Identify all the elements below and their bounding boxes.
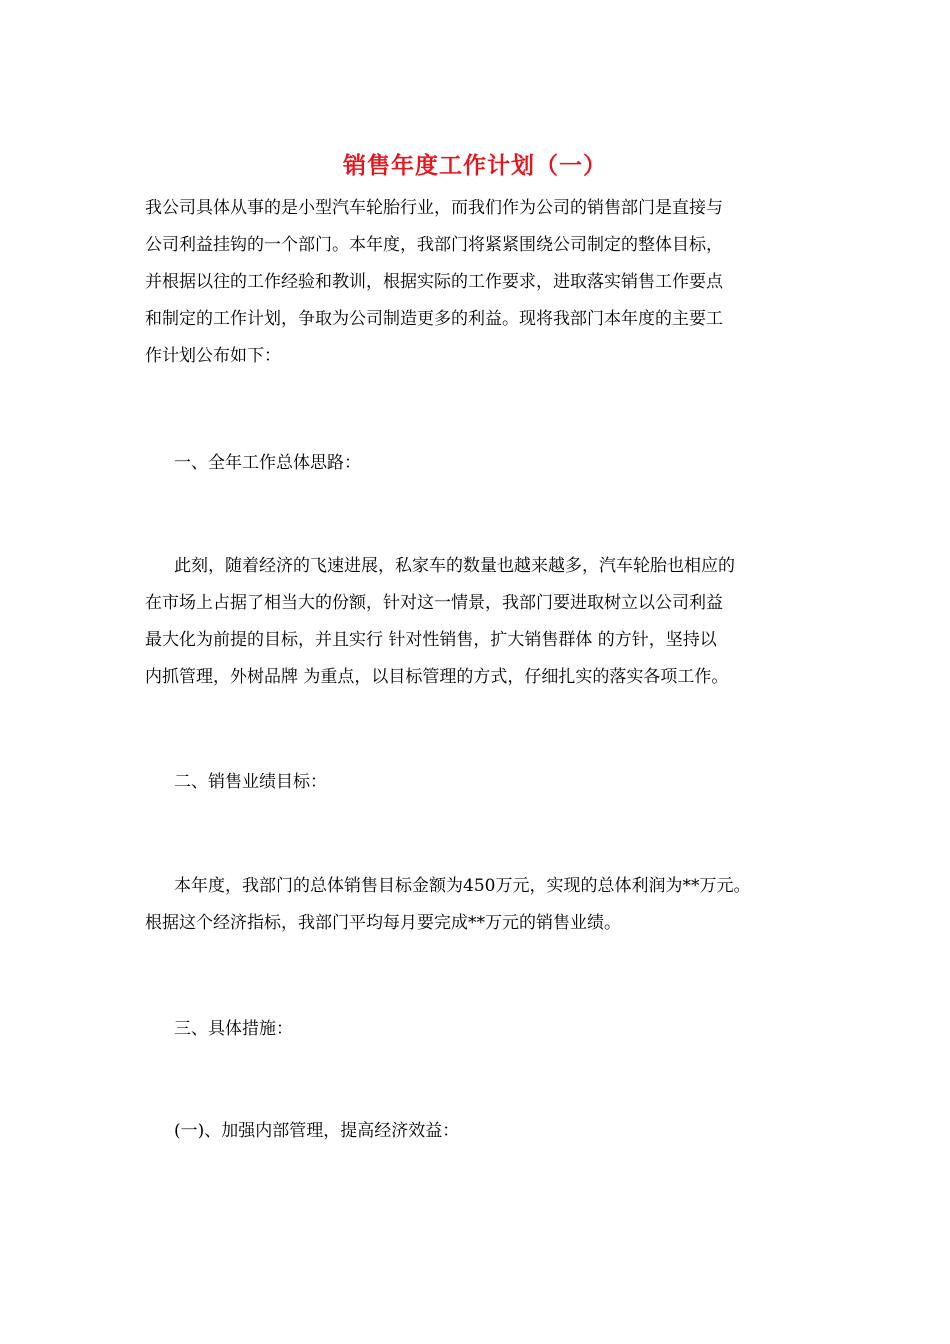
section-2-heading: 二、销售业绩目标： xyxy=(174,772,327,792)
intro-paragraph xyxy=(145,190,825,375)
section-1-heading: 一、全年工作总体思路： xyxy=(174,453,361,473)
text-line: 作计划公布如下： xyxy=(145,346,281,366)
text-line: 并根据以往的工作经验和教训，根据实际的工作要求，进取落实销售工作要点 xyxy=(145,272,723,292)
text-line: 公司利益挂钩的一个部门。本年度，我部门将紧紧围绕公司制定的整体目标， xyxy=(145,235,723,255)
text-line: 根据这个经济指标，我部门平均每月要完成**万元的销售业绩。 xyxy=(145,913,621,933)
document-title: 销售年度工作计划（一） xyxy=(343,152,607,179)
section-3-heading: 三、具体措施： xyxy=(174,1019,293,1039)
section-2-heading-block xyxy=(145,764,825,801)
text-line: 和制定的工作计划，争取为公司制造更多的利益。现将我部门本年度的主要工 xyxy=(145,309,723,329)
section-1-paragraph xyxy=(145,548,825,696)
text-line: 内抓管理，外树品牌 为重点，以目标管理的方式，仔细扎实的落实各项工作。 xyxy=(145,667,729,687)
section-2-paragraph xyxy=(145,868,825,942)
subsection-1-heading: (一)、加强内部管理，提高经济效益： xyxy=(174,1121,460,1141)
subsection-1-heading-block xyxy=(145,1113,825,1150)
section-3-heading-block xyxy=(145,1011,825,1048)
text-line: 最大化为前提的目标，并且实行 针对性销售，扩大销售群体 的方针，坚持以 xyxy=(145,630,717,650)
text-line: 此刻，随着经济的飞速进展，私家车的数量也越来越多，汽车轮胎也相应的 xyxy=(174,556,735,576)
text-line: 在市场上占据了相当大的份额，针对这一情景，我部门要进取树立以公司利益 xyxy=(145,593,723,613)
section-1-heading-block xyxy=(145,445,825,482)
text-line: 本年度，我部门的总体销售目标金额为450万元，实现的总体利润为**万元。 xyxy=(174,876,751,896)
text-line: 我公司具体从事的是小型汽车轮胎行业，而我们作为公司的销售部门是直接与 xyxy=(145,198,723,218)
